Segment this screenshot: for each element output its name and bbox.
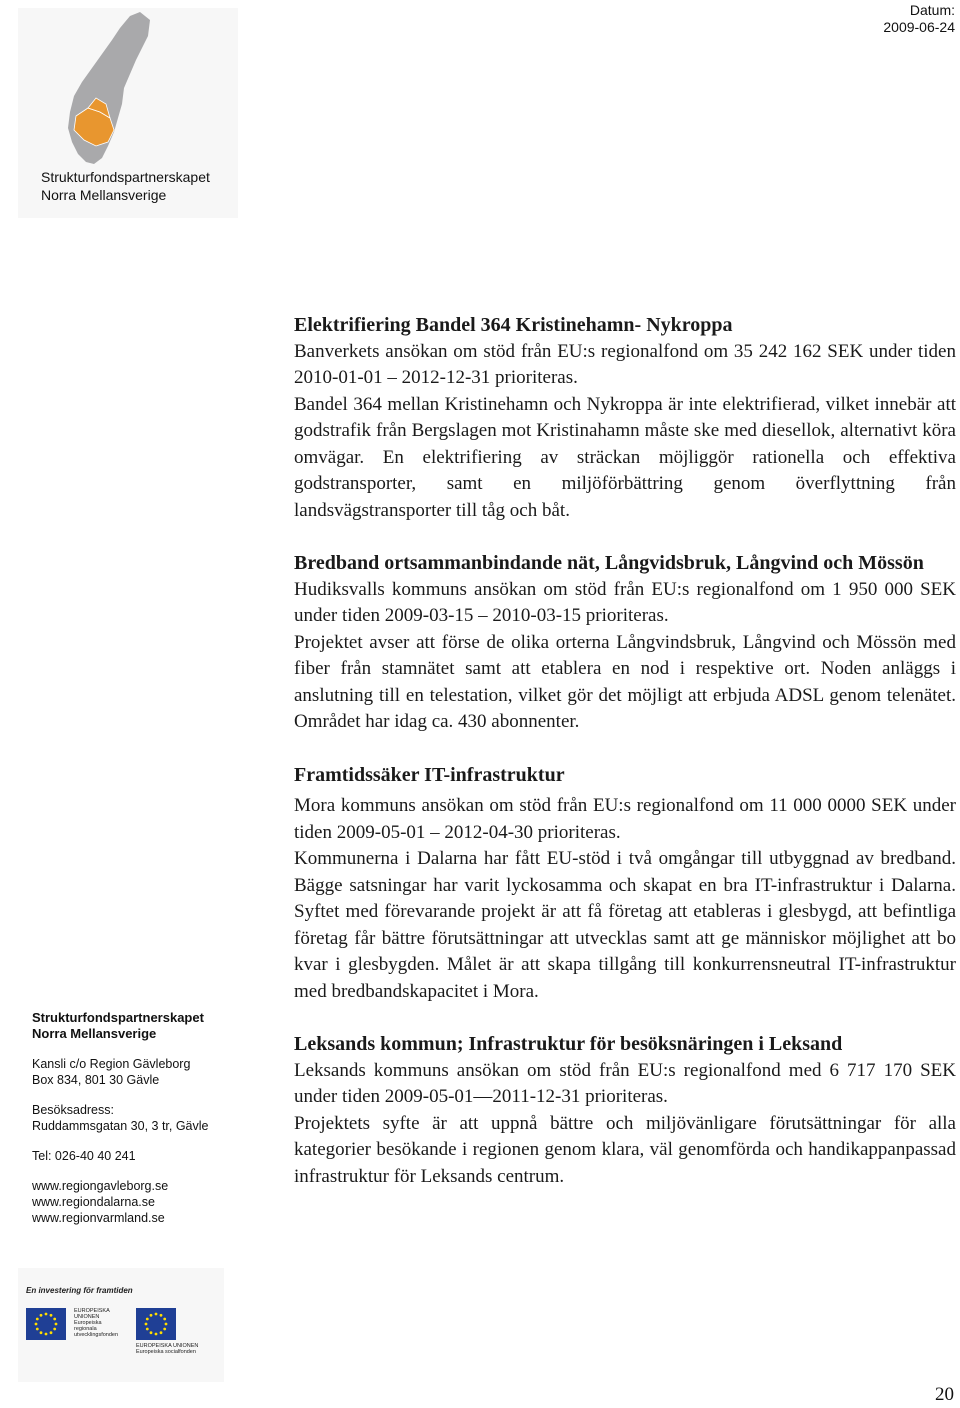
date-value: 2009-06-24: [883, 19, 955, 35]
date-label: Datum:: [909, 2, 955, 18]
section-it-infrastruktur: [294, 762, 956, 1006]
section-title: Framtidssäker IT-infrastruktur: [294, 763, 565, 786]
section-leksand: [294, 1031, 956, 1190]
section-paragraph: Hudiksvalls kommuns ansökan om stöd från EU:s regionalfond om 1 950 000 SEK under tiden 2009-03-15 – 2010-03-15 prioriteras.: [294, 578, 956, 626]
eu-fund-text-right: EUROPEISKA UNIONEN Europeiska socialfonden: [136, 1343, 199, 1355]
section-bredband: [294, 550, 956, 736]
eu-fund-text-left: EUROPEISKA UNIONEN Europeiska regionala utvecklingsfonden: [74, 1308, 119, 1338]
section-title: Bredband ortsammanbindande nät, Långvidsbruk, Långvind och Mössön: [294, 552, 924, 574]
contact-web-link-2[interactable]: www.regiondalarna.se: [32, 1195, 155, 1209]
section-paragraph: Leksands kommuns ansökan om stöd från EU:s regionalfond med 6 717 170 SEK under tiden 2009-05-01—2011-12-31 prioriteras.: [294, 1059, 956, 1107]
eu-slogan: En investering för framtiden: [26, 1286, 133, 1295]
logo-org-line2: Norra Mellansverige: [41, 187, 167, 203]
contact-org-line2: Norra Mellansverige: [32, 1026, 157, 1041]
contact-block: [32, 1010, 252, 1226]
section-paragraph: Projektets syfte är att uppnå bättre och miljövänligare förutsättningar för alla kategorier besökande i regionen genom klara, väl genomförda och handikappanpassad infrastruktur för Leksands centrum.: [294, 1112, 956, 1187]
contact-phone: Tel: 026-40 40 241: [32, 1149, 136, 1163]
logo-org-line1: Strukturfondspartnerskapet: [41, 169, 210, 185]
main-content: [294, 312, 956, 1190]
section-paragraph: Projektet avser att förse de olika orterna Långvindsbruk, Långvind och Mössön med fiber från stamnätet samt att etablera en nod i respektive ort. Noden anläggs i anslutning till en telestation, vilket gör det möjligt att erbjuda ADSL genom telenätet. Området har idag ca. 430 abonnenter.: [294, 631, 956, 732]
section-title: Leksands kommun; Infrastruktur för besöksnäringen i Leksand: [294, 1033, 843, 1055]
contact-org-line1: Strukturfondspartnerskapet: [32, 1010, 204, 1025]
section-paragraph: Bandel 364 mellan Kristinehamn och Nykroppa är inte elektrifierad, vilket innebär att godstrafik från Bergslagen mot Kristinahamn måste ske med diesellok, alternativt köra omvägar. En elektrifiering av sträckan möjliggör rationella och effektiva godstransporter, samt en miljöförbättring genom överflyttning från landsvägstransporter till tåg och båt.: [294, 393, 956, 521]
section-paragraph: Banverkets ansökan om stöd från EU:s regionalfond om 35 242 162 SEK under tiden 2010-01-01 – 2012-12-31 prioriteras.: [294, 340, 956, 388]
page-number: 20: [935, 1384, 954, 1405]
eu-flag-icon: [26, 1308, 66, 1340]
section-paragraph: Kommunerna i Dalarna har fått EU-stöd i två omgångar till utbyggnad av bredband. Bägge satsningar har varit lyckosamma och skapat en bra IT-infrastruktur i Dalarna. Syftet med förevarande projekt är att få företag att etableras i glesbygd, att befintliga företag får bättre förutsättningar att utvecklas samt att ge människor möjlighet att bo kvar i glesbygden. Målet är att skapa tillgång till konkurrensneutral IT-infrastruktur med bredbandskapacitet i Mora.: [294, 848, 956, 1002]
section-elektrifiering: [294, 312, 956, 524]
contact-address-line2: Box 834, 801 30 Gävle: [32, 1073, 160, 1087]
date-header: [883, 2, 955, 36]
contact-visit-address: Ruddammsgatan 30, 3 tr, Gävle: [32, 1119, 209, 1133]
section-paragraph: Mora kommuns ansökan om stöd från EU:s regionalfond om 11 000 0000 SEK under tiden 2009-05-01 – 2012-04-30 prioriteras.: [294, 795, 956, 843]
eu-badge: [18, 1268, 224, 1382]
contact-web-link-3[interactable]: www.regionvarmland.se: [32, 1211, 165, 1225]
logo: [18, 8, 238, 218]
contact-web-link-1[interactable]: www.regiongavleborg.se: [32, 1179, 169, 1193]
logo-org-name: [41, 168, 210, 204]
eu-flag-icon-2: [136, 1308, 176, 1340]
sweden-map-icon: [18, 8, 238, 168]
contact-visit-label: Besöksadress:: [32, 1103, 114, 1117]
contact-address-line1: Kansli c/o Region Gävleborg: [32, 1057, 191, 1071]
section-title: Elektrifiering Bandel 364 Kristinehamn- Nykroppa: [294, 314, 733, 336]
